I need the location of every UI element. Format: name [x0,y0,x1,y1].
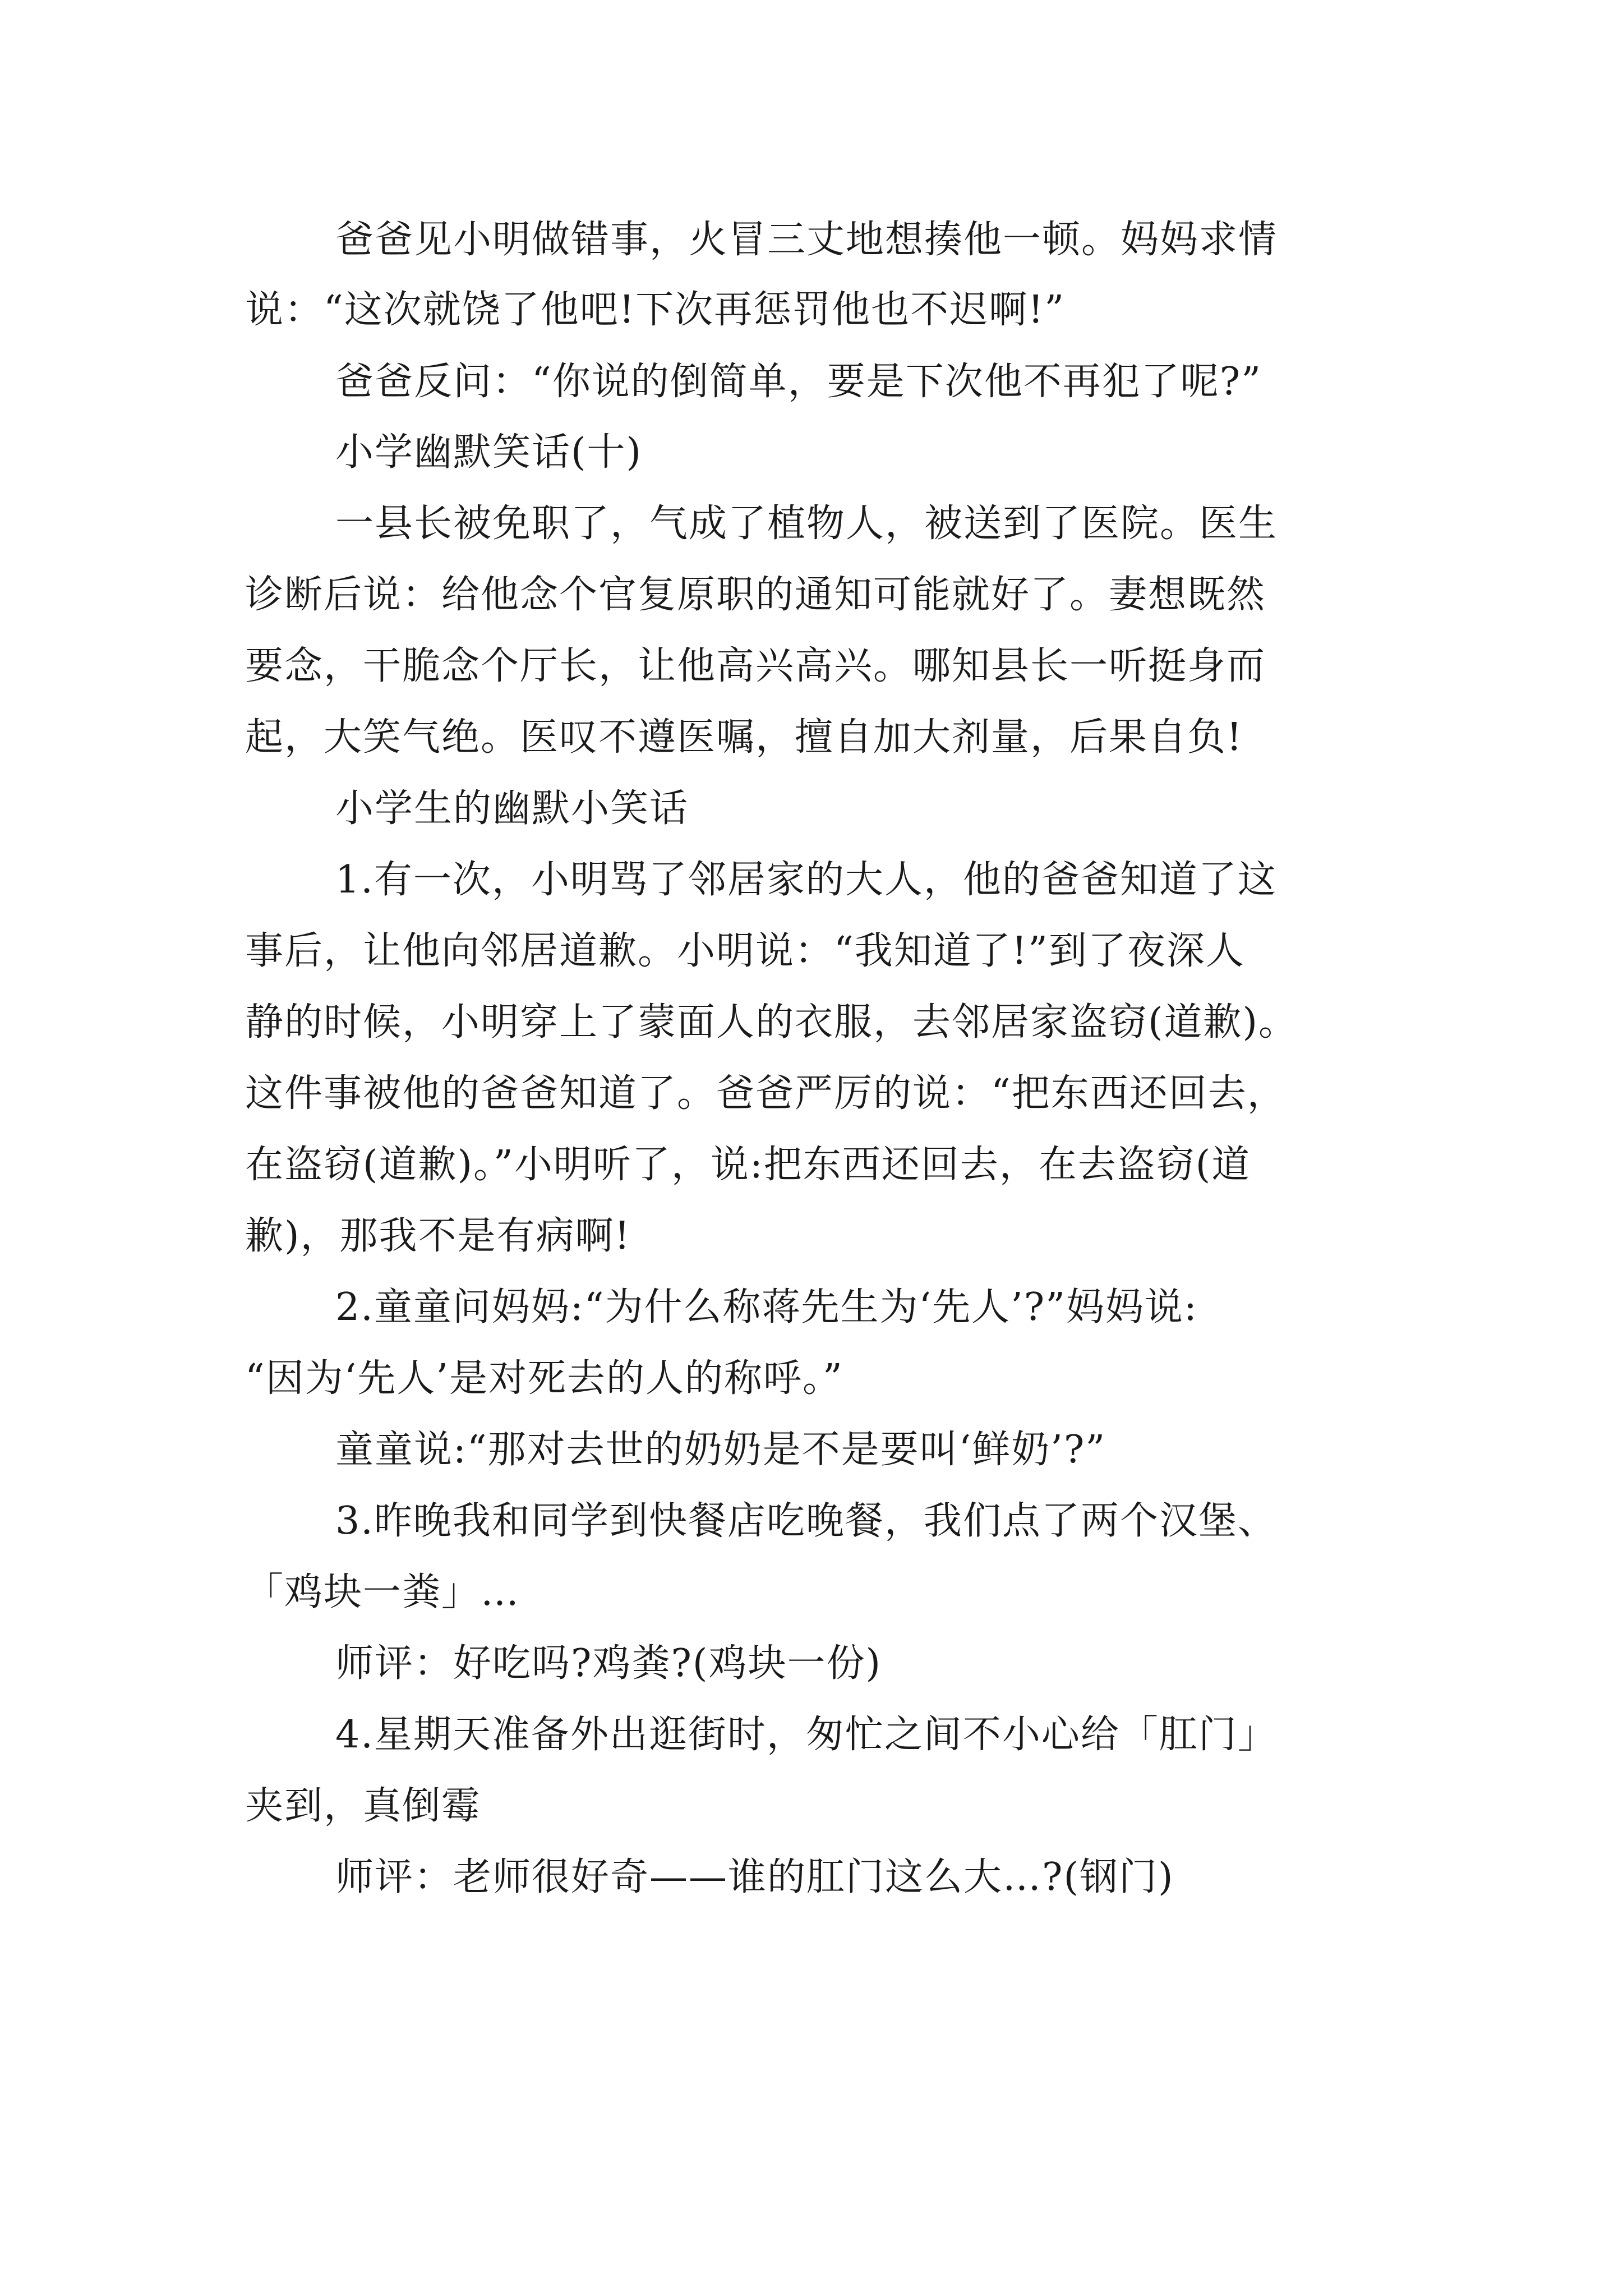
paragraph-line: 1.有一次，小明骂了邻居家的大人，他的爸爸知道了这 [335,858,1277,902]
paragraph-line: 4.星期天准备外出逛街时，匆忙之间不小心给「肛门」 [335,1713,1277,1757]
paragraph-line: “因为‘先人’是对死去的人的称呼。” [245,1356,843,1401]
paragraph-line: 3.昨晚我和同学到快餐店吃晚餐，我们点了两个汉堡、 [335,1499,1277,1543]
paragraph-line: 说：“这次就饶了他吧!下次再惩罚他也不迟啊!” [245,288,1066,332]
paragraph-line: 这件事被他的爸爸知道了。爸爸严厉的说：“把东西还回去， [245,1071,1287,1116]
paragraph-line: 诊断后说：给他念个官复原职的通知可能就好了。妻想既然 [245,573,1266,617]
paragraph-line: 一县长被免职了，气成了植物人，被送到了医院。医生 [335,501,1278,546]
paragraph-line: 童童说:“那对去世的奶奶是不是要叫‘鲜奶’?” [335,1428,1106,1472]
paragraph-line: 起，大笑气绝。医叹不遵医嘱，擅自加大剂量，后果自负! [245,715,1243,760]
paragraph-line: 要念，干脆念个厅长，让他高兴高兴。哪知县长一听挺身而 [245,644,1266,688]
paragraph-line: 事后，让他向邻居道歉。小明说：“我知道了!”到了夜深人 [245,929,1245,973]
paragraph-line: 爸爸反问：“你说的倒简单，要是下次他不再犯了呢?” [335,360,1262,404]
paragraph-line: 爸爸见小明做错事，火冒三丈地想揍他一顿。妈妈求情 [335,218,1278,262]
section-heading: 小学生的幽默小笑话 [335,786,689,831]
paragraph-line: 师评：老师很好奇——谁的肛门这么大…?(钢门) [335,1855,1174,1899]
paragraph-line: 在盗窃(道歉)。”小明听了，说:把东西还回去，在去盗窃(道 [245,1143,1251,1187]
paragraph-line: 歉)，那我不是有病啊! [245,1214,631,1258]
paragraph-line: 师评：好吃吗?鸡粪?(鸡块一份) [335,1641,882,1686]
paragraph-line: 夹到，真倒霉 [245,1784,481,1828]
section-heading: 小学幽默笑话(十) [335,430,643,475]
paragraph-line: 「鸡块一粪」… [245,1570,520,1614]
paragraph-line: 静的时候，小明穿上了蒙面人的衣服，去邻居家盗窃(道歉)。 [245,1000,1298,1045]
paragraph-line: 2.童童问妈妈:“为什么称蒋先生为‘先人’?”妈妈说: [335,1285,1198,1329]
